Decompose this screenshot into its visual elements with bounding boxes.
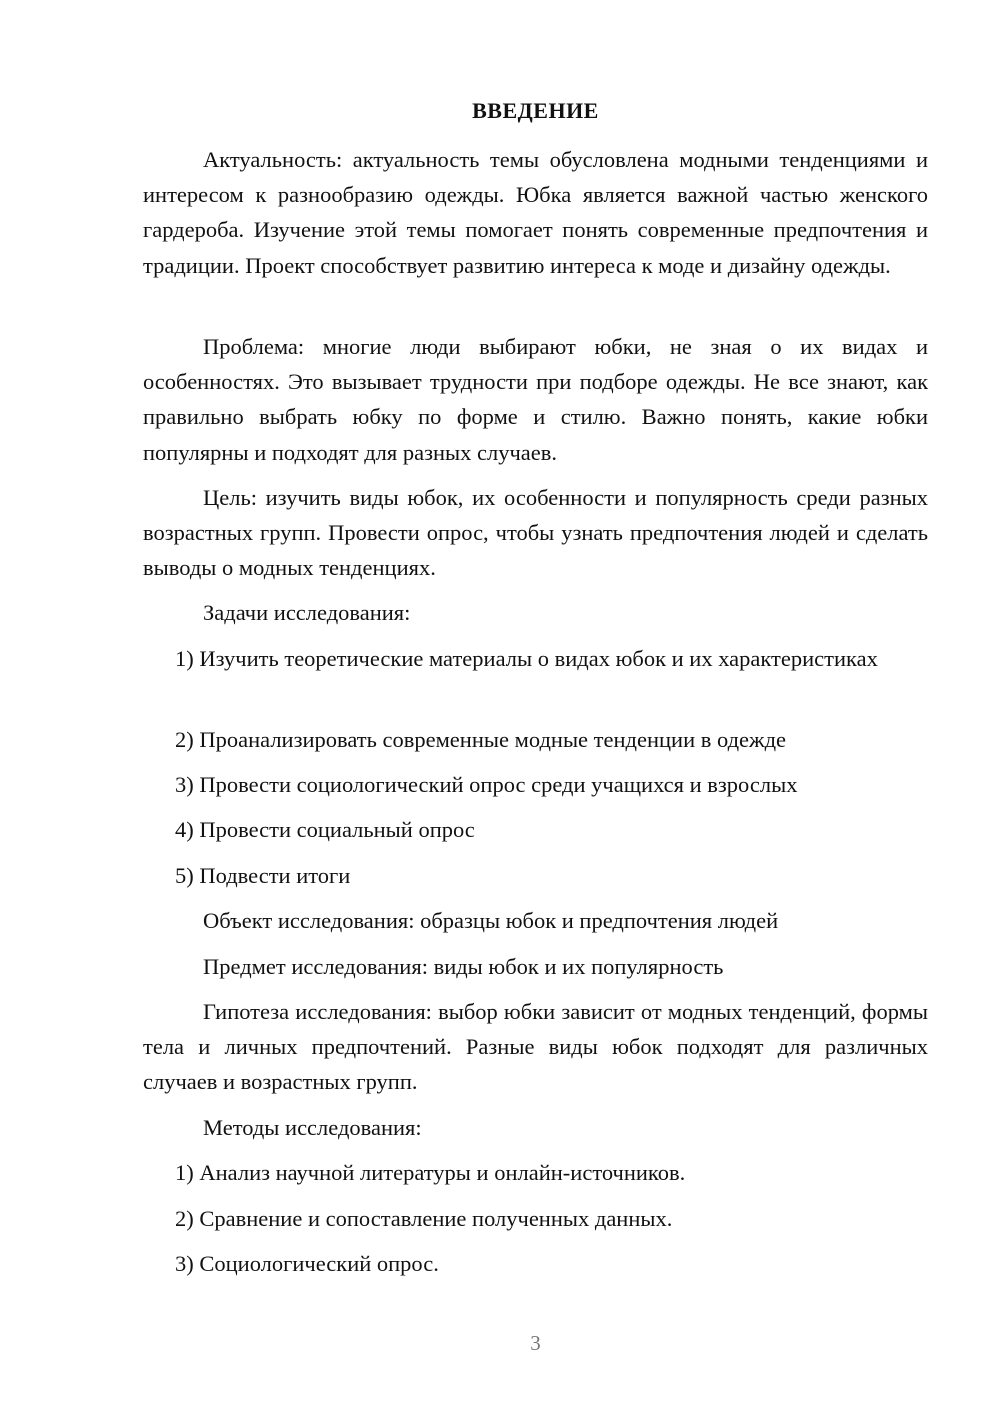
page-number: 3 [530, 1331, 541, 1355]
task-item: 3) Провести социологический опрос среди учащихся и взрослых [175, 772, 798, 797]
relevance-paragraph: Актуальность: актуальность темы обусловлена модными тенденциями и интересом к разнообразию одежды. Юбка является важной частью женского гардероба. Изучение этой темы помогает понять современные предпочтения и традиции. Проект способствует развитию интереса к моде и дизайну одежды. [143, 147, 928, 278]
method-item: 1) Анализ научной литературы и онлайн-источников. [175, 1160, 686, 1185]
section-title: ВВЕДЕНИЕ [472, 98, 599, 123]
goal-paragraph: Цель: изучить виды юбок, их особенности и популярность среди разных возрастных групп. Провести опрос, чтобы узнать предпочтения людей и сделать выводы о модных тенденциях. [143, 485, 928, 581]
task-item: 2) Проанализировать современные модные тенденции в одежде [175, 727, 787, 752]
task-item: 5) Подвести итоги [175, 863, 351, 888]
task-item: 4) Провести социальный опрос [175, 817, 475, 842]
research-subject: Предмет исследования: виды юбок и их популярность [203, 954, 724, 979]
document-page [143, 0, 928, 1414]
method-item: 2) Сравнение и сопоставление полученных данных. [175, 1206, 673, 1231]
tasks-heading: Задачи исследования: [203, 600, 411, 625]
method-item: 3) Социологический опрос. [175, 1251, 439, 1276]
methods-heading: Методы исследования: [203, 1115, 422, 1140]
problem-paragraph: Проблема: многие люди выбирают юбки, не зная о их видах и особенностях. Это вызывает трудности при подборе одежды. Не все знают, как правильно выбрать юбку по форме и стилю. Важно понять, какие юбки популярны и подходят для разных случаев. [143, 334, 928, 465]
hypothesis-paragraph: Гипотеза исследования: выбор юбки зависит от модных тенденций, формы тела и личных предпочтений. Разные виды юбок подходят для различных случаев и возрастных групп. [143, 999, 928, 1095]
task-item: 1) Изучить теоретические материалы о видах юбок и их характеристиках [175, 646, 878, 671]
research-object: Объект исследования: образцы юбок и предпочтения людей [203, 908, 779, 933]
